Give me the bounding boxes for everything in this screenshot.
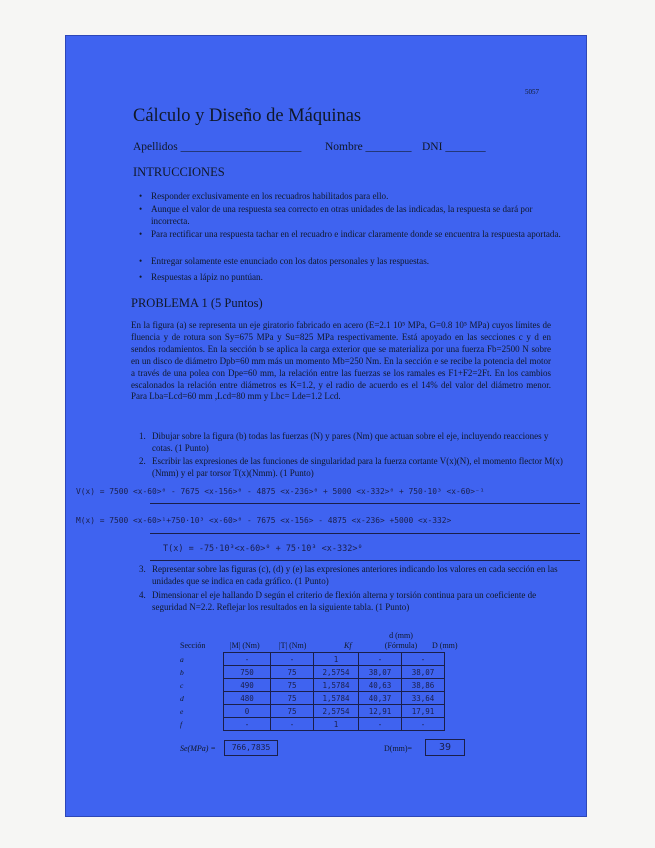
table-row: a - - 1 - -: [177, 653, 445, 666]
shear-answer: V(x) = 7500 <x-60>⁰ - 7675 <x-156>⁰ - 4875 <x-236>⁰ + 5000 <x-332>⁰ + 750·10³ <x-60>⁻¹: [76, 487, 485, 496]
exam-code: 5057: [525, 88, 539, 96]
table-row: e 0 75 2,5754 12,91 17,91: [177, 705, 445, 718]
problem-statement: En la figura (a) se representa un eje giratorio fabricado en acero (E=2.1 10⁵ MPa, G=0.8 10⁵ MPa) cuyos límites de fluencia y de rotura son Sy=675 MPa y Su=825 MPa respectivamente. Está apoyado en las secciones c y d en sendos rodamientos. En la sección b se aplica la carga exterior que se materializa por una fuerza Fb=2500 N sobre en un disco de diámetro Dpb=60 mm más un momento Mb=250 Nm. En la sección e se recibe la potencia del motor a través de una polea con Dpe=60 mm, la relación entre las fuerzas se los ramales es F1+F2=2Ft. En los cambios escalonados la relación entre diámetros es K=1.2, y el radio de acuerdo es el 14% del valor del diámetro menor. Para Lba=Lcd=60 mm ,Lcd=80 mm y Lbc= Lde=1.2 Lcd.: [131, 320, 551, 402]
instruction-item: • Entregar solamente este enunciado con los datos personales y las respuestas.: [139, 256, 563, 268]
col-header-t: |T| (Nm): [279, 641, 307, 650]
moment-answer: M(x) = 7500 <x-60>¹+750·10³ <x-60>⁰ - 7675 <x-156> - 4875 <x-236> +5000 <x-332>: [76, 516, 452, 525]
instructions-heading: INTRUCCIONES: [133, 165, 225, 179]
col-header-m: |M| (Nm): [230, 641, 260, 650]
instruction-item: • Para rectificar una respuesta tachar en el recuadro e indicar claramente donde se encuentra la respuesta aportada.: [139, 229, 563, 241]
dmm-value: 39: [425, 739, 465, 756]
task-item-3: 3. Representar sobre las figuras (c), (d) y (e) las expresiones anteriores indicando los valores en cada sección en las unidades que se indica en cada gráfico. (1 Punto): [139, 564, 558, 586]
task-item-2: 2. Escribir las expresiones de las funciones de singularidad para la fuerza cortante V(x)(N), el momento flector M(x)(Nmm) y el par torsor T(x)(Nmm). (1 Punto): [139, 456, 563, 478]
answer-line: [150, 560, 580, 561]
se-value: 766,7835: [224, 740, 278, 756]
table-row: b 750 75 2,5754 38,07 38,07: [177, 666, 445, 679]
instruction-item: • Responder exclusivamente en los recuadros habilitados para ello.: [139, 191, 563, 203]
results-table: [177, 652, 445, 731]
answer-line: [150, 533, 580, 534]
task-item-4: 4. Dimensionar el eje hallando D según el criterio de flexión alterna y torsión continua para un coeficiente de seguridad N=2.2. Reflejar los resultados en la siguiente tabla. (1 Punto): [139, 590, 537, 612]
instruction-item: • Respuestas a lápiz no puntúan.: [139, 272, 563, 284]
col-header-dmm: D (mm): [432, 641, 458, 650]
table-row: d 480 75 1,5784 40,37 33,64: [177, 692, 445, 705]
page-title: Cálculo y Diseño de Máquinas: [133, 106, 362, 126]
dmm-label: D(mm)=: [384, 744, 413, 753]
instruction-item: • Aunque el valor de una respuesta sea correcto en otras unidades de las indicadas, la respuesta se dará por incorrecta.: [139, 204, 563, 227]
problem-heading: PROBLEMA 1 (5 Puntos): [131, 296, 263, 310]
se-label: Se(MPa) =: [180, 744, 216, 753]
dni-field: DNI _______: [422, 141, 486, 153]
col-header-kf: Kf: [344, 641, 352, 650]
table-row: c 490 75 1,5784 40,63 38,86: [177, 679, 445, 692]
col-header-d: d (mm) (Fórmula): [384, 631, 418, 650]
table-row: f - - 1 - -: [177, 718, 445, 731]
torque-answer: T(x) = -75·10³<x-60>⁰ + 75·10³ <x-332>⁰: [163, 544, 363, 554]
answer-line: [150, 503, 580, 504]
col-header-seccion: Sección: [180, 641, 206, 650]
nombre-field: Nombre ________: [325, 141, 412, 153]
apellidos-field: Apellidos _____________________: [133, 141, 302, 153]
task-item-1: 1. Dibujar sobre la figura (b) todas las fuerzas (N) y pares (Nm) que actuan sobre el eje, incluyendo reacciones y cotas. (1 Punto): [139, 431, 549, 453]
